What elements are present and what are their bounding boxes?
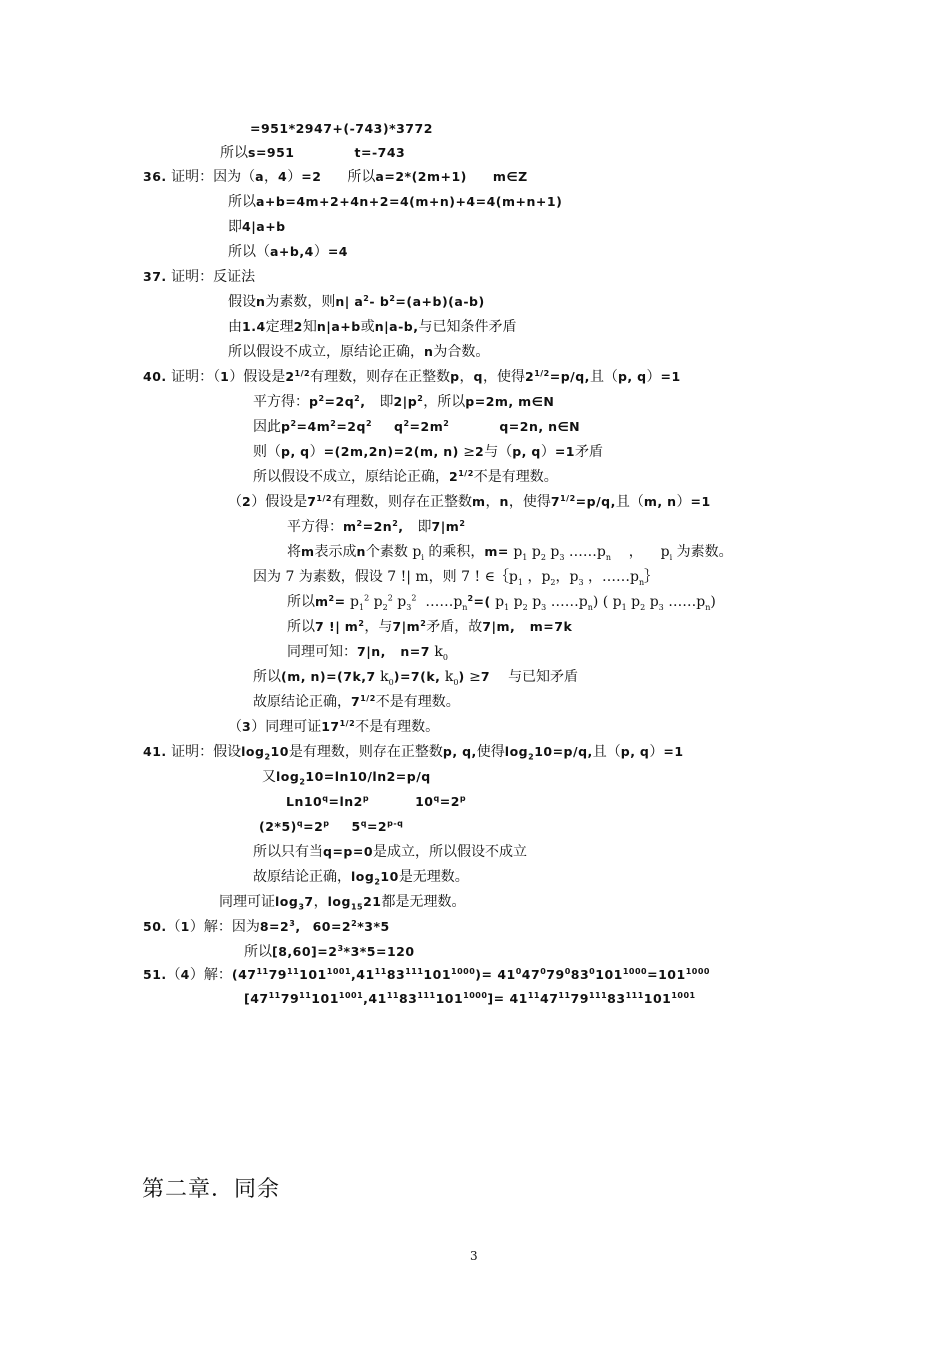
text-line: 所以$[8,60]=2^3*3*5=120$	[244, 943, 415, 960]
text-line: 由1.4定理2知n|a+b或n|a-b,与已知条件矛盾	[228, 319, 517, 335]
text-line: $[47^{11}79^{11}101^{1001},41^{11}83^{111}101^{1000}]= 41^{11}47^{11}79^{111}83^{111}101^{1001}$	[244, 990, 696, 1006]
text-line: 平方得：$p^2=2q^2$, 即$2|p^2$，所以p=2m, m∈N	[253, 393, 555, 410]
text-line: 所以（a+b,4）=4	[228, 244, 348, 260]
text-line: $Ln10^q=\ln 2^p$ $10^q=2^p$	[286, 793, 467, 809]
text-line: $(2*5)^q=2^p$ $5^q=2^{p-q}$	[259, 818, 404, 834]
text-line: 40. 证明：（1）假设是$2^{1/2}$有理数，则存在正整数p，q，使得$2^{1/2}=p/q$,且（p, q）=1	[143, 368, 681, 385]
chapter-heading: 第二章．同余	[142, 1177, 281, 1202]
text-line: 所以$m^2= p_1^2$ $p_2^2$ $p_3^2$ $\dots\dots p_n^2=$( $p_1$ $p_2$ $p_3$ $\dots\dots p_n$) ( $p_1$ $p_2$ $p_3$ $\dots\dots p_n$)	[287, 593, 716, 612]
text-line: 平方得：$m^2=2n^2$, 即$7|m^2$	[287, 518, 466, 535]
text-line: 又$\log_210=\ln 10/\ln 2=p/q$	[262, 769, 431, 787]
text-line: 故原结论正确，$\log_210$是无理数。	[253, 869, 469, 887]
text-line: =951*2947+(-743)*3772	[250, 121, 433, 136]
text-line: 51.（4）解：$(47^{11}79^{11}101^{1001},41^{11}83^{111}101^{1000})= 41^047^079^083^0101^{1000}=101^{1000}$	[143, 966, 710, 983]
text-line: 所以只有当q=p=0是成立，所以假设不成立	[253, 844, 528, 860]
text-line: 同理可证$\log_37$，$\log_{15}21$都是无理数。	[219, 894, 466, 912]
text-line: 将m表示成n个素数 $p_i$ 的乘积，$m= p_1$ $p_2$ $p_3$ $\dots\dots p_n$ ， $p_i$ 为素数。	[287, 544, 733, 562]
text-line: 故原结论正确，$7^{1/2}$不是有理数。	[253, 693, 460, 710]
page-number: 3	[470, 1249, 478, 1263]
text-line: 假设n为素数，则n| $a^2-$ $b^2=(a+b)(a-b)$	[228, 293, 485, 310]
text-line: 即4|a+b	[228, 219, 286, 235]
text-line: 所以假设不成立，原结论正确，n为合数。	[228, 344, 490, 360]
text-line: 因此$p^2=4m^2=2q^2$ $q^2=2m^2$ q=2n, n∈N	[253, 418, 581, 435]
text-line: 36. 证明：因为（a，4）=2 所以a=2*(2m+1) m∈Z	[143, 169, 528, 185]
text-line: 所以(m, n)=(7k,7 $k_0)=7(k$, $k_0) \ge 7$ 与已知矛盾	[253, 669, 579, 687]
text-line: 所以a+b=4m+2+4n+2=4(m+n)+4=4(m+n+1)	[228, 194, 563, 210]
text-line: （2）假设是$7^{1/2}$有理数，则存在正整数m，n，使得$7^{1/2}=p/q$,且（m, n）=1	[228, 493, 711, 510]
text-line: 则（p, q）=(2m,2n)=2(m, n) ≥2与（p, q）=1矛盾	[253, 444, 603, 460]
text-line: 50.（1）解：因为$8=2^3$, $60=2^2*3*5$	[143, 918, 390, 935]
text-line: 37. 证明：反证法	[143, 269, 256, 285]
text-line: 41. 证明：假设$\log_210$是有理数，则存在正整数p, q,使得$\log_210=p/q$,且（p, q）=1	[143, 744, 684, 762]
text-line: 所以7 !| $m^2$，与$7|m^2$矛盾，故7|m, m=7k	[287, 618, 573, 635]
text-line: 所以假设不成立，原结论正确，$2^{1/2}$不是有理数。	[253, 468, 558, 485]
text-line: （3）同理可证$17^{1/2}$不是有理数。	[228, 718, 440, 735]
text-line: 因为 7 为素数，假设 7 !| m，则 7 ! $\in\{p_1$ ，$p_2$，$p_3$ ，$\dots\dots p_n\}$	[253, 569, 659, 587]
text-line: 同理可知：7|n, n=7 $k_0$	[287, 644, 448, 662]
text-line: 所以s=951 t=-743	[220, 145, 406, 161]
